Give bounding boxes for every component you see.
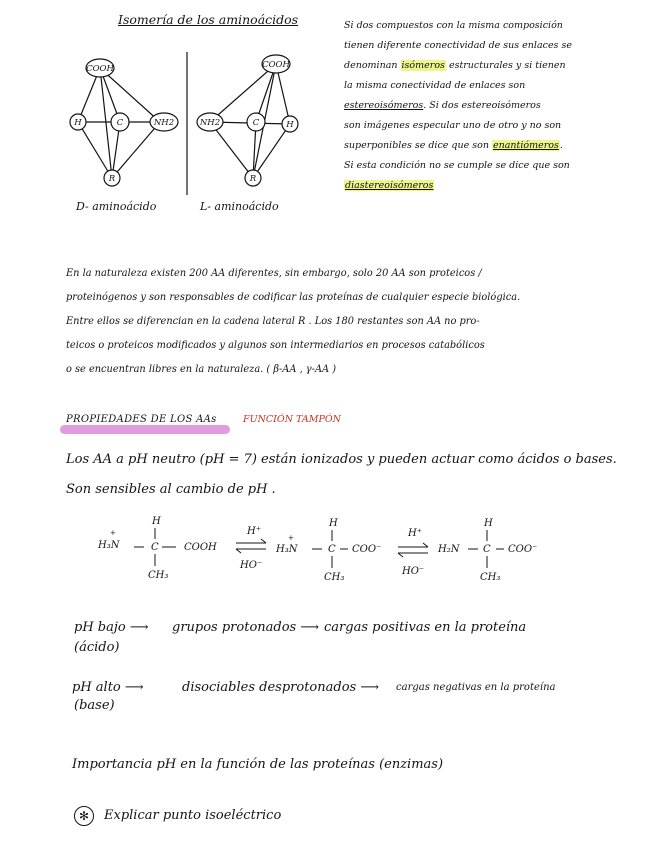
ph-high-type: (base): [74, 698, 115, 713]
nature-line: Entre ellos se diferencian en la cadena lateral R . Los 180 restantes son AA no pro-: [66, 316, 480, 327]
explain-line: Explicar punto isoeléctrico: [104, 808, 282, 823]
isomer-line: [344, 176, 644, 196]
d-nh2: NH2: [153, 118, 175, 128]
isomer-line: Si esta condición no se cumple se dice que son: [344, 160, 570, 171]
svg-text:C: C: [483, 544, 491, 555]
nature-line: proteinógenos y son responsables de codificar las proteínas de cualquier especie biológica.: [66, 292, 521, 303]
isomer-line: estereoisómeros. Si dos estereoisómeros: [344, 100, 541, 111]
svg-text:H: H: [484, 518, 493, 529]
star-icon: ✻: [74, 806, 94, 826]
ph-low-result: cargas positivas en la proteína: [324, 620, 527, 635]
ph-high-label: pH alto ⟶: [72, 680, 144, 695]
ph-low-type: (ácido): [74, 640, 120, 655]
section-heading: PROPIEDADES DE LOS AAs: [66, 414, 217, 425]
isomer-line: Si dos compuestos con la misma composición: [344, 20, 563, 31]
function-heading: FUNCIÓN TAMPÓN: [243, 414, 341, 425]
isomer-line: denominan isómeros estructurales y si tienen: [344, 60, 566, 71]
properties-line-2: Son sensibles al cambio de pH .: [66, 482, 276, 497]
svg-text:COO⁻: COO⁻: [508, 544, 538, 555]
d-amino-label: D- aminoácido: [76, 200, 157, 213]
importance-line: Importancia pH en la función de las proteínas (enzimas): [72, 757, 444, 772]
isomer-line: son imágenes especular uno de otro y no son: [344, 120, 562, 131]
page-title: Isomería de los aminoácidos: [118, 12, 299, 27]
d-r: R: [108, 174, 116, 184]
l-amino-label: L- aminoácido: [200, 200, 279, 213]
svg-text:CH₃: CH₃: [324, 572, 345, 583]
ph-high-effect: disociables desprotonados ⟶: [182, 680, 379, 695]
ph-low-label: pH bajo ⟶: [74, 620, 149, 635]
eq-cooh: COOH: [184, 542, 217, 553]
d-c: C: [116, 118, 124, 128]
svg-text:C: C: [151, 542, 159, 553]
svg-text:H⁺: H⁺: [408, 528, 422, 539]
nature-line: teicos o proteicos modificados y algunos son intermediarios en procesos catabólicos: [66, 340, 485, 351]
d-cooh: COOH: [86, 64, 114, 74]
eq-h2n: H₂N: [438, 544, 460, 555]
svg-text:HO⁻: HO⁻: [240, 560, 263, 571]
nature-paragraph: [66, 262, 646, 382]
eq-coo: COO⁻: [352, 544, 382, 555]
l-r: R: [249, 174, 257, 184]
ionization-equation: [90, 510, 560, 590]
nature-line: o se encuentran libres en la naturaleza. ( β-AA , γ-AA ): [66, 364, 337, 375]
l-c: C: [252, 118, 260, 128]
svg-text:H: H: [329, 518, 338, 529]
svg-text:H: H: [152, 516, 161, 527]
d-h: H: [74, 118, 82, 128]
isomer-line: la misma conectividad de enlaces son: [344, 80, 526, 91]
svg-text:+: +: [288, 534, 294, 542]
ph-high-result: cargas negativas en la proteína: [396, 682, 556, 693]
svg-text:H⁺: H⁺: [247, 526, 261, 537]
isomer-paragraph: [344, 16, 644, 196]
svg-text:+: +: [110, 529, 116, 537]
highlight-enantiomeros: enantiómeros: [493, 140, 559, 151]
isomer-line: tienen diferente conectividad de sus enlaces se: [344, 40, 572, 51]
eq-h3n: H₃N: [98, 540, 120, 551]
svg-text:C: C: [328, 544, 336, 555]
term-estereoisomeros: estereoisómeros: [344, 100, 424, 111]
nature-line: En la naturaleza existen 200 AA diferentes, sin embargo, solo 20 AA son proteicos /: [66, 268, 482, 279]
svg-text:CH₃: CH₃: [148, 570, 169, 581]
highlight-stroke: [60, 425, 230, 434]
properties-line-1: Los AA a pH neutro (pH = 7) están ionizados y pueden actuar como ácidos o bases.: [66, 452, 617, 467]
l-h: H: [286, 120, 294, 130]
ph-low-effect: grupos protonados ⟶: [172, 620, 319, 635]
isomer-line: superponibles se dice que son enantiómeros.: [344, 140, 563, 151]
highlight-isomeros: isómeros: [401, 60, 445, 71]
l-nh2: NH2: [199, 118, 221, 128]
highlight-diastereoisomeros: diastereoisómeros: [345, 180, 434, 191]
l-cooh: COOH: [262, 60, 290, 70]
chirality-diagram: [60, 50, 310, 210]
svg-text:H₃N: H₃N: [276, 544, 298, 555]
svg-text:CH₃: CH₃: [480, 572, 501, 583]
svg-text:HO⁻: HO⁻: [402, 566, 425, 577]
